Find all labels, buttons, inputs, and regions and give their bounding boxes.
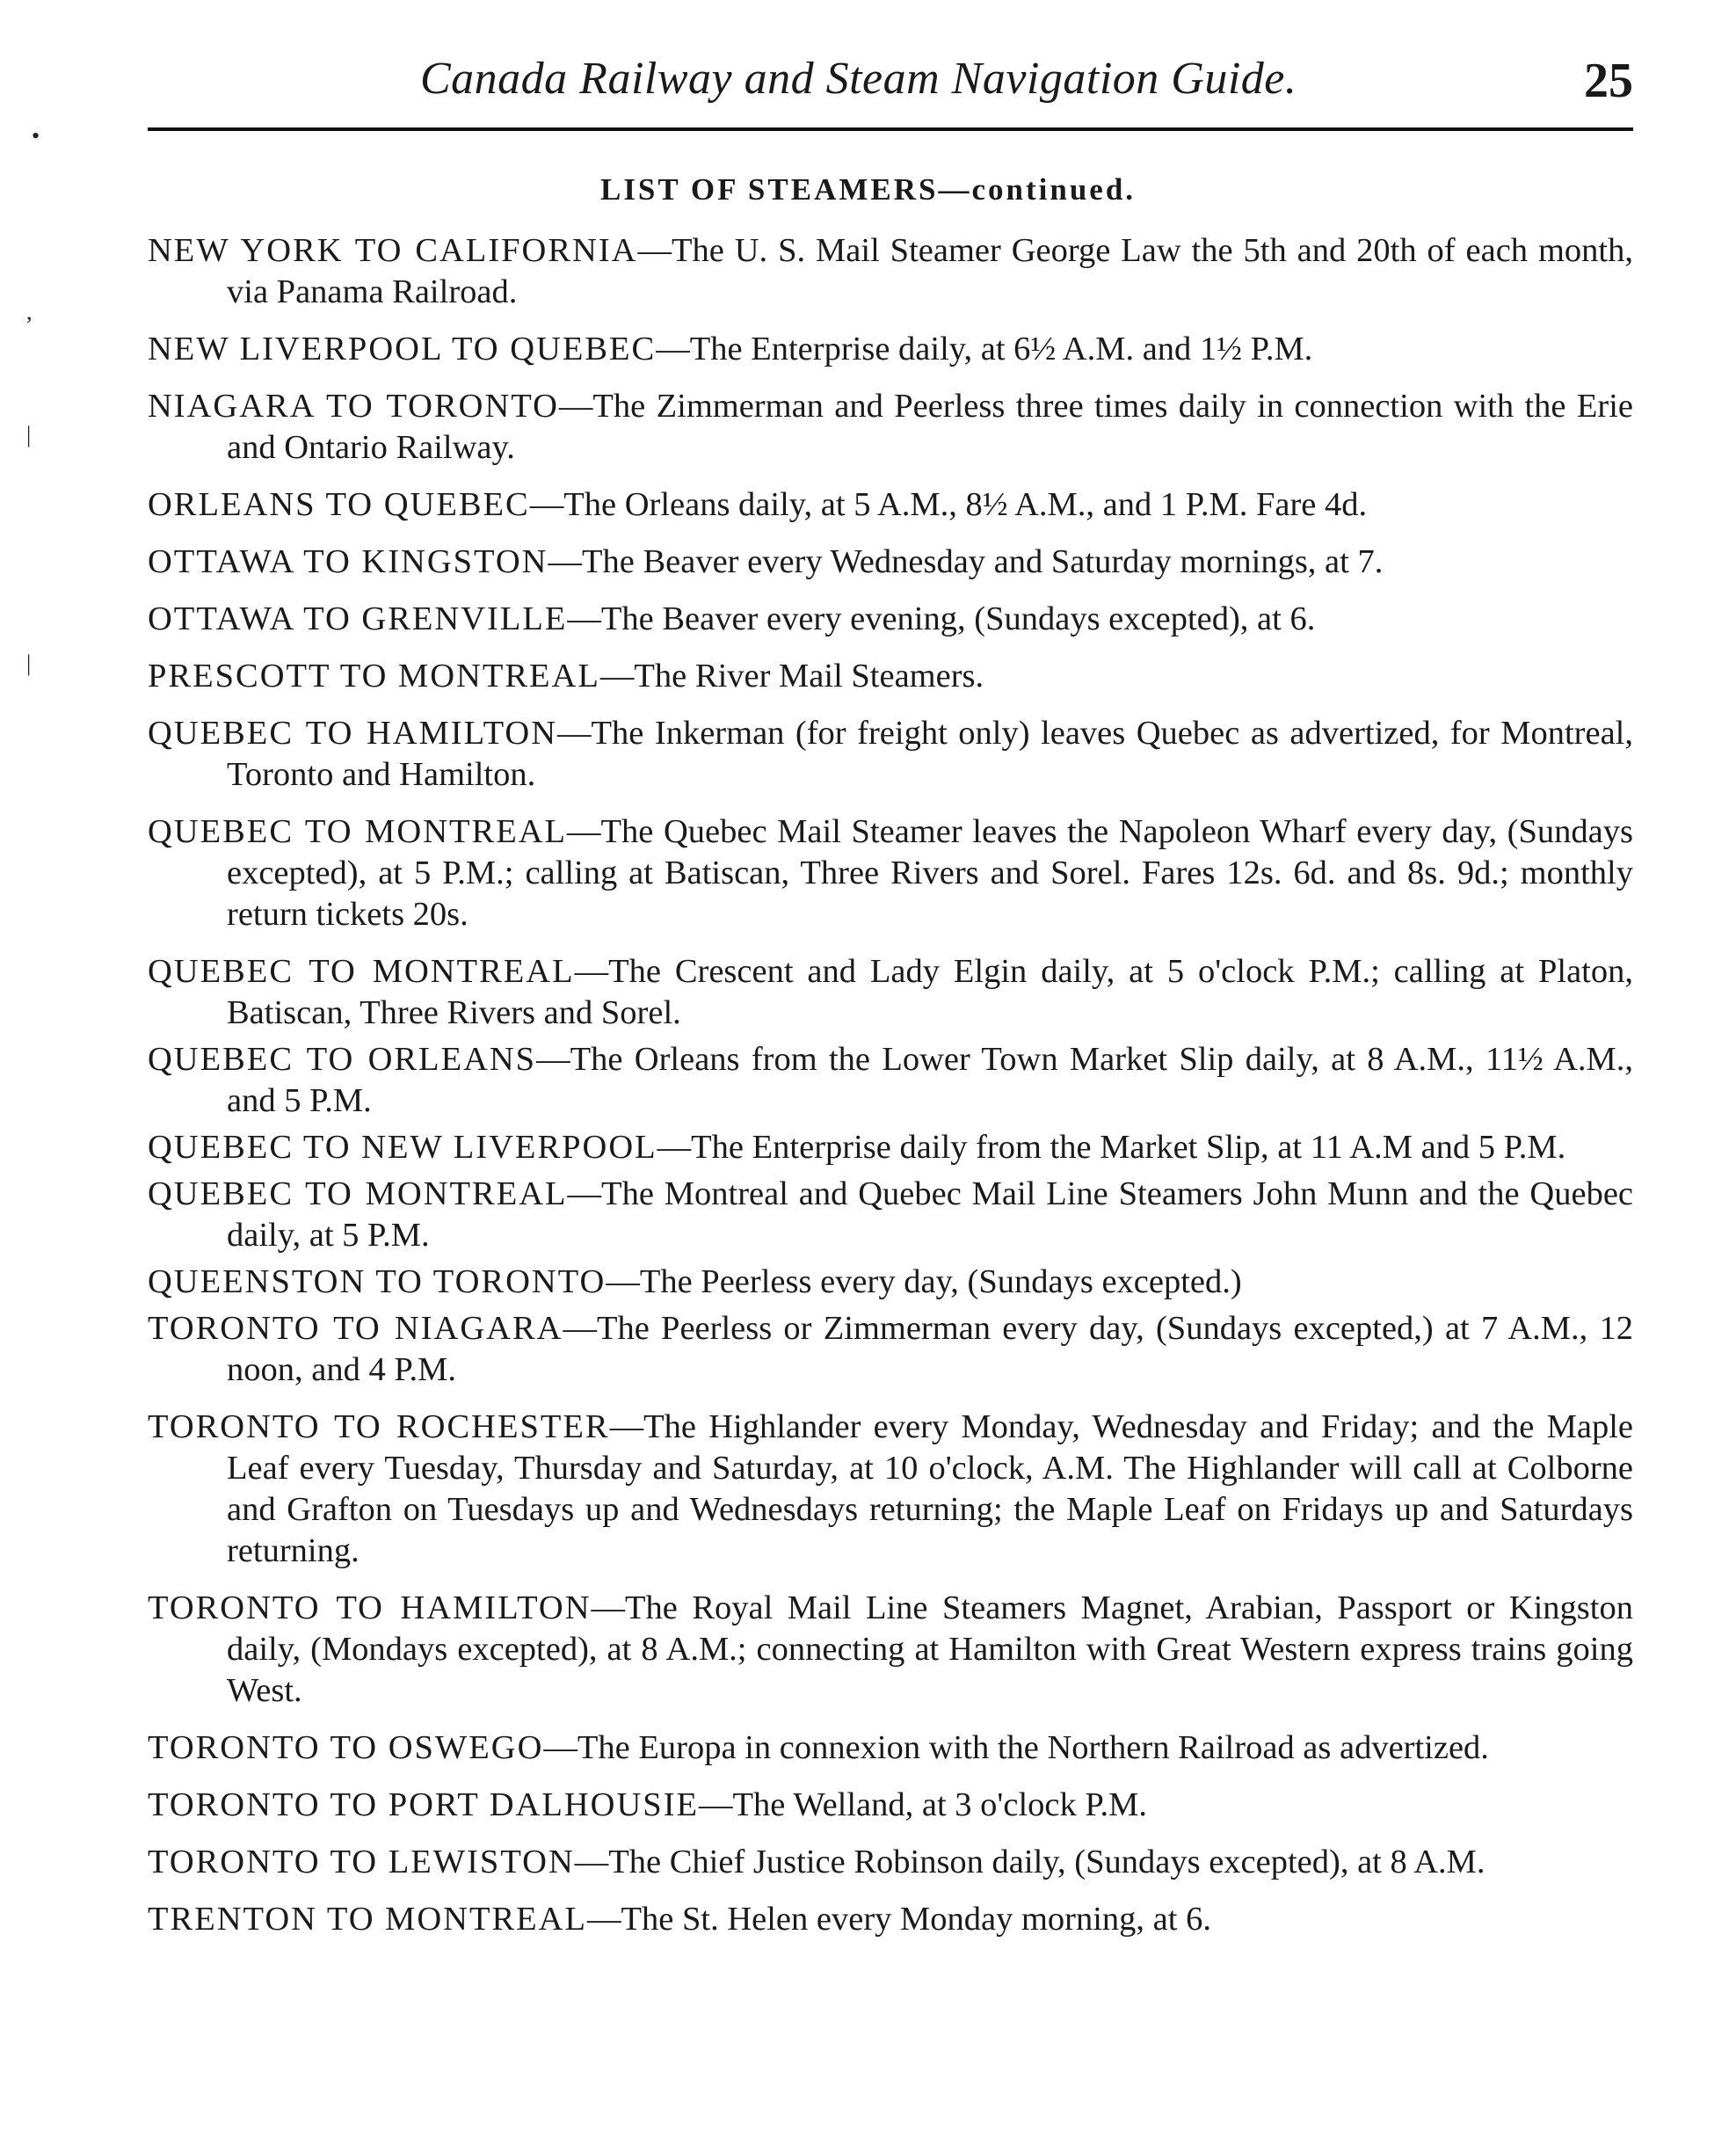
route-name: QUEBEC TO NEW LIVERPOOL: [148, 1129, 657, 1166]
route-details: The Inkerman (for freight only) leaves Quebec as advertized, for Montreal, Toronto and Hamilton.: [227, 715, 1633, 793]
route-name: PRESCOTT TO MONTREAL: [148, 658, 600, 695]
list-item: NEW LIVERPOOL TO QUEBEC—The Enterprise daily, at 6½ A.M. and 1½ P.M.: [148, 331, 1313, 367]
route-name: TORONTO TO NIAGARA: [148, 1310, 563, 1347]
list-item: TORONTO TO ROCHESTER—The Highlander every Monday, Wednesday and Friday; and the Maple Leaf every Tuesday, Thursday and Saturday, at 10 o'clock, A.M. The Highlander will call at Colborne and Grafton on Tuesdays up and Wednesdays returning; the Maple Leaf on Fridays up and Saturdays returning.: [148, 1408, 1633, 1569]
list-item: TORONTO TO HAMILTON—The Royal Mail Line Steamers Magnet, Arabian, Passport or Kingston daily, (Mondays excepted), at 8 A.M.; connecting at Hamilton with Great Western express trains going West.: [148, 1589, 1633, 1709]
route-name: NEW YORK TO CALIFORNIA: [148, 232, 638, 269]
list-item: QUEBEC TO NEW LIVERPOOL—The Enterprise daily from the Market Slip, at 11 A.M and 5 P.M.: [148, 1129, 1566, 1166]
route-name: TRENTON TO MONTREAL: [148, 1901, 587, 1938]
list-item: OTTAWA TO KINGSTON—The Beaver every Wednesday and Saturday mornings, at 7.: [148, 543, 1384, 580]
route-name: NEW LIVERPOOL TO QUEBEC: [148, 331, 657, 367]
list-item: OTTAWA TO GRENVILLE—The Beaver every evening, (Sundays excepted), at 6.: [148, 600, 1316, 637]
route-name: OTTAWA TO KINGSTON: [148, 543, 548, 580]
route-name: QUEBEC TO MONTREAL: [148, 1175, 568, 1212]
margin-speck: |: [26, 651, 32, 676]
route-details: The Peerless or Zimmerman every day, (Sundays excepted,) at 7 A.M., 12 noon, and 4 P.M.: [227, 1310, 1633, 1388]
page-number: 25: [1584, 54, 1633, 108]
route-details: The U. S. Mail Steamer George Law the 5th and 20th of each month, via Panama Railroad.: [227, 232, 1633, 310]
route-details: The Orleans from the Lower Town Market Slip daily, at 8 A.M., 11½ A.M., and 5 P.M.: [227, 1041, 1633, 1119]
list-item: QUEBEC TO ORLEANS—The Orleans from the Lower Town Market Slip daily, at 8 A.M., 11½ A.M., and 5 P.M.: [148, 1041, 1633, 1119]
running-head: [148, 53, 1633, 123]
route-details: The Peerless every day, (Sundays excepted.): [639, 1263, 1242, 1300]
route-details: The St. Helen every Monday morning, at 6.: [621, 1901, 1211, 1938]
list-item: QUEBEC TO MONTREAL—The Quebec Mail Steamer leaves the Napoleon Wharf every day, (Sundays excepted), at 5 P.M.; calling at Batiscan, Three Rivers and Sorel. Fares 12s. 6d. and 8s. 9d.; monthly return tickets 20s.: [148, 813, 1633, 933]
route-details: The Beaver every Wednesday and Saturday mornings, at 7.: [581, 543, 1384, 580]
list-item: QUEBEC TO MONTREAL—The Crescent and Lady Elgin daily, at 5 o'clock P.M.; calling at Platon, Batiscan, Three Rivers and Sorel.: [148, 953, 1634, 1031]
list-item: QUEBEC TO HAMILTON—The Inkerman (for freight only) leaves Quebec as advertized, for Montreal, Toronto and Hamilton.: [148, 715, 1633, 793]
route-details: The Highlander every Monday, Wednesday and Friday; and the Maple Leaf every Tuesday, Thursday and Saturday, at 10 o'clock, A.M. The Highlander will call at Colborne and Grafton on Tuesdays up and Wednesdays returning; the Maple Leaf on Fridays up and Saturdays returning.: [227, 1408, 1633, 1569]
margin-speck: |: [26, 422, 32, 447]
route-details: The Beaver every evening, (Sundays excepted), at 6.: [600, 600, 1316, 637]
list-item: PRESCOTT TO MONTREAL—The River Mail Steamers.: [148, 658, 984, 695]
list-item: ORLEANS TO QUEBEC—The Orleans daily, at 5 A.M., 8½ A.M., and 1 P.M. Fare 4d.: [148, 486, 1368, 523]
list-item: QUEBEC TO MONTREAL—The Montreal and Quebec Mail Line Steamers John Munn and the Quebec daily, at 5 P.M.: [148, 1175, 1633, 1254]
route-name: ORLEANS TO QUEBEC: [148, 486, 530, 523]
list-item: QUEENSTON TO TORONTO—The Peerless every day, (Sundays excepted.): [148, 1263, 1242, 1300]
route-name: TORONTO TO ROCHESTER: [148, 1408, 610, 1445]
margin-speck: •: [32, 123, 40, 149]
route-name: OTTAWA TO GRENVILLE: [148, 600, 568, 637]
route-details: The Zimmerman and Peerless three times daily in connection with the Erie and Ontario Railway.: [227, 388, 1634, 466]
route-name: TORONTO TO HAMILTON: [148, 1589, 592, 1626]
route-name: QUEBEC TO ORLEANS: [148, 1041, 537, 1078]
list-item: TORONTO TO NIAGARA—The Peerless or Zimmerman every day, (Sundays excepted,) at 7 A.M., 12 noon, and 4 P.M.: [148, 1310, 1633, 1388]
route-details: The Crescent and Lady Elgin daily, at 5 o'clock P.M.; calling at Platon, Batiscan, Three Rivers and Sorel.: [227, 953, 1634, 1031]
list-item: TORONTO TO LEWISTON—The Chief Justice Robinson daily, (Sundays excepted), at 8 A.M.: [148, 1844, 1485, 1880]
list-item: NEW YORK TO CALIFORNIA—The U. S. Mail Steamer George Law the 5th and 20th of each month, via Panama Railroad.: [148, 232, 1633, 310]
running-title: Canada Railway and Steam Navigation Guide.: [420, 54, 1297, 104]
list-item: TORONTO TO OSWEGO—The Europa in connexion with the Northern Railroad as advertized.: [148, 1729, 1489, 1766]
margin-speck: ,: [26, 299, 33, 324]
section-title: LIST OF STEAMERS—continued.: [599, 172, 1137, 207]
route-details: The Montreal and Quebec Mail Line Steamers John Munn and the Quebec daily, at 5 P.M.: [227, 1175, 1633, 1254]
list-item: TRENTON TO MONTREAL—The St. Helen every Monday morning, at 6.: [148, 1901, 1211, 1938]
route-name: QUEENSTON TO TORONTO: [148, 1263, 607, 1300]
list-item: TORONTO TO PORT DALHOUSIE—The Welland, at 3 o'clock P.M.: [148, 1786, 1147, 1823]
route-details: The Royal Mail Line Steamers Magnet, Arabian, Passport or Kingston daily, (Mondays excepted), at 8 A.M.; connecting at Hamilton with Great Western express trains going West.: [227, 1589, 1633, 1709]
route-name: TORONTO TO LEWISTON: [148, 1844, 575, 1880]
route-details: The Orleans daily, at 5 A.M., 8½ A.M., and 1 P.M. Fare 4d.: [563, 486, 1368, 523]
route-name: QUEBEC TO HAMILTON: [148, 715, 558, 752]
route-details: The Quebec Mail Steamer leaves the Napoleon Wharf every day, (Sundays excepted), at 5 P.M.; calling at Batiscan, Three Rivers and Sorel. Fares 12s. 6d. and 8s. 9d.; monthly return tickets 20s.: [227, 813, 1633, 933]
route-details: The River Mail Steamers.: [634, 658, 984, 695]
route-name: TORONTO TO OSWEGO: [148, 1729, 544, 1766]
route-name: QUEBEC TO MONTREAL: [148, 953, 575, 990]
route-name: QUEBEC TO MONTREAL: [148, 813, 568, 850]
route-name: NIAGARA TO TORONTO: [148, 388, 559, 425]
route-details: The Chief Justice Robinson daily, (Sundays excepted), at 8 A.M.: [608, 1844, 1485, 1880]
steamer-list: [148, 230, 1633, 1956]
route-details: The Enterprise daily, at 6½ A.M. and 1½ P.M.: [689, 331, 1313, 367]
list-item: NIAGARA TO TORONTO—The Zimmerman and Peerless three times daily in connection with the Erie and Ontario Railway.: [148, 388, 1634, 466]
header-rule: [148, 127, 1633, 131]
route-details: The Enterprise daily from the Market Slip, at 11 A.M and 5 P.M.: [691, 1129, 1566, 1166]
route-details: The Europa in connexion with the Northern Railroad as advertized.: [577, 1729, 1489, 1766]
route-details: The Welland, at 3 o'clock P.M.: [732, 1786, 1147, 1823]
route-name: TORONTO TO PORT DALHOUSIE: [148, 1786, 700, 1823]
